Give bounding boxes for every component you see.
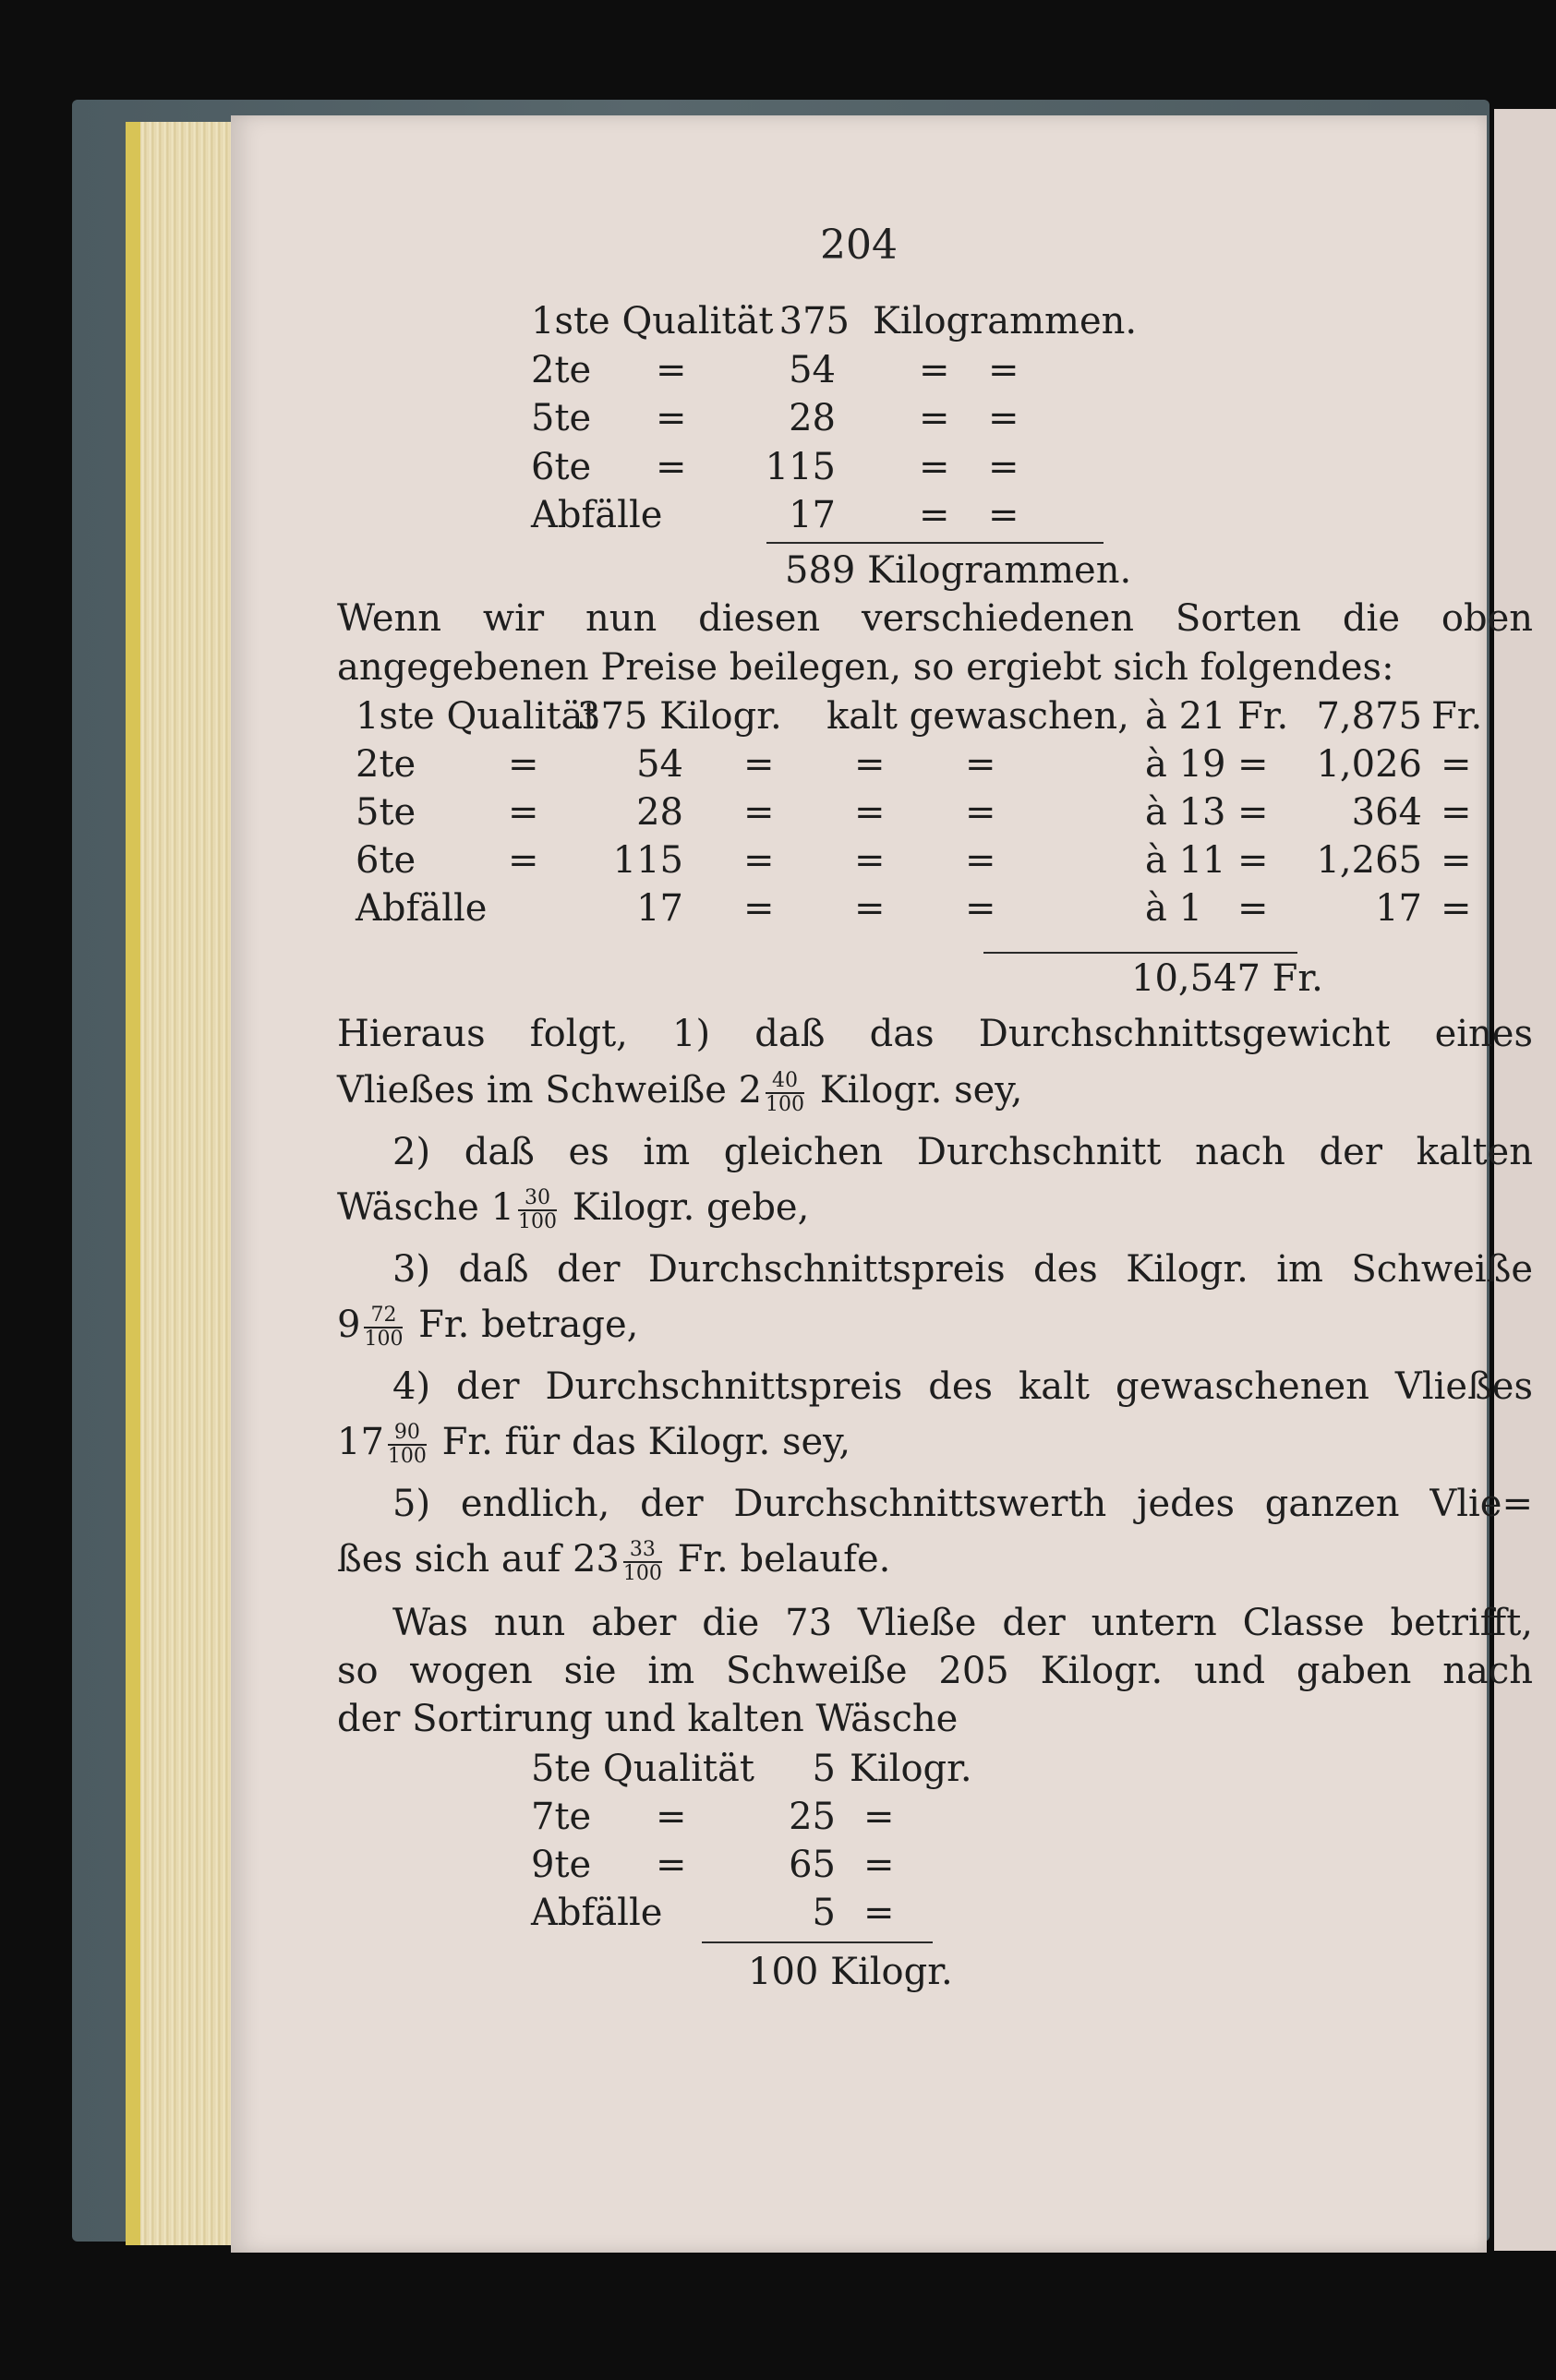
table-total: 100 Kilogr. — [748, 1951, 953, 1993]
fraction: $\frac{30}{100}$ — [518, 1186, 558, 1233]
paragraph-line: der Sortirung und kalten Wäsche — [337, 1698, 959, 1740]
paragraph-line: 5) endlich, der Durchschnittswerth jedes ganzen Vlie= — [392, 1483, 1533, 1525]
sum-rule — [766, 542, 1104, 544]
facing-page-edge — [1494, 109, 1556, 2251]
page-edges — [126, 122, 236, 2245]
paragraph-line: Wenn wir nun diesen verschiedenen Sorten die oben — [337, 597, 1533, 640]
book-page: 204 1ste Qualität 375 Kilogrammen. 2te = 54 = = 5te = 28 = = 6te = 115 = = Abfälle 17 = = 589 Kilogrammen. Wenn wir nun diesen verschiedenen Sorten die oben angegebenen Preise beilegen, so ergiebt sich folgendes: 1ste Qualität 375 Kilogr. kalt gewaschen, à 21 Fr. 7,875 Fr. 2te = 54 = = = à 19 = 1,026 = 5te = 28 = = = à 13 = 364 = 6te = 115 = = = à 11 = 1,265 = Abfälle 17 = = = à 1 = 17 = 10,547 Fr. Hieraus folgt, 1) daß das Durchschnittsgewicht eines Vließes im Schweiße 2 $\frac{40}{100}$ Kilogr. sey, 2) daß es im gleichen Durchschnitt nach der kalten Wäsche 1 $\frac{30}{100}$ Kilogr. gebe, 3) daß der Durchschnittspreis des Kilogr. im Schweiße 9 $\frac{72}{100}$ Fr. betrage, 4) der Durchschnittspreis des kalt gewaschenen Vließes 17 $\frac{90}{100}$ Fr. für das Kilogr. sey, 5) endlich, der Durchschnittswerth jedes ganzen Vlie= ßes sich auf 23 $\frac{33}{100}$ Fr. belaufe. Was nun aber die 73 Vließe der untern Classe betrifft, so wogen sie im Schweiße 205 Kilogr. und gaben nach der Sortirung und kalten Wäsche 5te Qualität 5 Kilogr. 7te = 25 = 9te = 65 = Abfälle 5 = 100 Kilogr. — [231, 115, 1487, 2253]
paragraph-line: ßes sich auf 23 $\frac{33}{100}$ Fr. belaufe. — [337, 1538, 891, 1585]
paragraph-line: 2) daß es im gleichen Durchschnitt nach der kalten — [392, 1131, 1533, 1173]
table-total: 10,547 Fr. — [1131, 957, 1323, 1000]
paragraph-line: so wogen sie im Schweiße 205 Kilogr. und gaben nach — [337, 1650, 1533, 1692]
sum-rule — [702, 1941, 933, 1943]
fraction: $\frac{33}{100}$ — [622, 1538, 662, 1585]
sum-rule — [983, 952, 1297, 954]
paragraph-line: angegebenen Preise beilegen, so ergiebt sich folgendes: — [337, 646, 1394, 689]
table-total: 589 Kilogrammen. — [785, 549, 1132, 592]
paragraph-line: Wäsche 1 $\frac{30}{100}$ Kilogr. gebe, — [337, 1186, 810, 1233]
fraction: $\frac{72}{100}$ — [364, 1304, 404, 1351]
fraction: $\frac{40}{100}$ — [766, 1069, 805, 1116]
paragraph-line: 4) der Durchschnittspreis des kalt gewaschenen Vließes — [392, 1365, 1533, 1408]
paragraph-line: Was nun aber die 73 Vließe der untern Classe betrifft, — [392, 1602, 1533, 1644]
gilt-edge — [126, 122, 140, 2245]
paragraph-line: 9 $\frac{72}{100}$ Fr. betrage, — [337, 1304, 639, 1351]
paragraph-line: 3) daß der Durchschnittspreis des Kilogr. im Schweiße — [392, 1248, 1533, 1291]
fraction: $\frac{90}{100}$ — [387, 1421, 427, 1468]
paragraph-line: Vließes im Schweiße 2 $\frac{40}{100}$ Kilogr. sey, — [337, 1069, 1023, 1116]
page-number: 204 — [820, 222, 898, 269]
paragraph-line: Hieraus folgt, 1) daß das Durchschnittsgewicht eines — [337, 1013, 1533, 1055]
paragraph-line: 17 $\frac{90}{100}$ Fr. für das Kilogr. sey, — [337, 1421, 851, 1468]
